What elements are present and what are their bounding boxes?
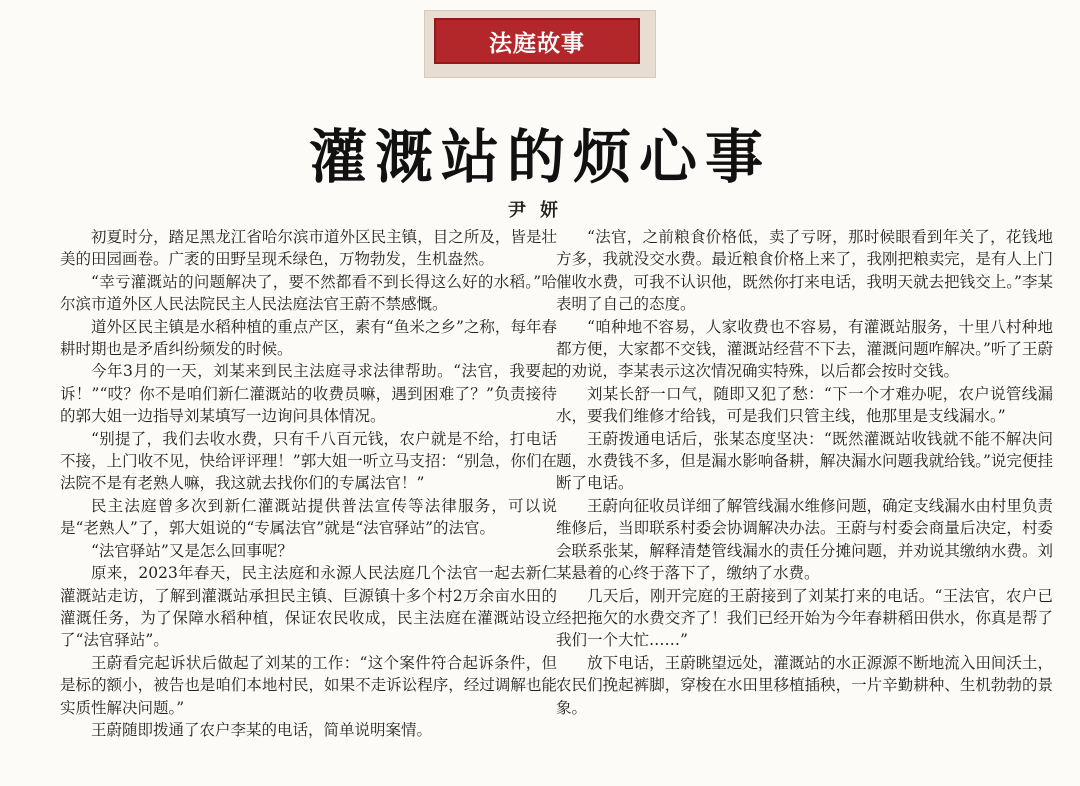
section-banner bbox=[434, 18, 640, 64]
paragraph: 刘某长舒一口气，随即又犯了愁：“下一个才难办呢，农户说管线漏水，要我们维修才给钱，可是我们只管主线，他那里是支线漏水。” bbox=[556, 384, 1053, 426]
paragraph: 道外区民主镇是水稻种植的重点产区，素有“鱼米之乡”之称，每年春耕时期也是矛盾纠纷频发的时候。 bbox=[60, 317, 557, 359]
paragraph: 几天后，刚开完庭的王蔚接到了刘某打来的电话。“王法官，农户已经把拖欠的水费交齐了！我们已经开始为今年春耕稻田供水，你真是帮了我们一个大忙……” bbox=[556, 586, 1053, 650]
article-title: 灌溉站的烦心事 bbox=[308, 123, 771, 191]
paragraph: “咱种地不容易，人家收费也不容易，有灌溉站服务，十里八村种地都方便，大家都不交钱，灌溉站经营不下去，灌溉问题咋解决。”听了王蔚的劝说，李某表示这次情况确实特殊，以后都会按时交钱。 bbox=[556, 317, 1053, 381]
article-author: 尹妍 bbox=[508, 200, 572, 221]
paragraph: “幸亏灌溉站的问题解决了，要不然都看不到长得这么好的水稻。”哈尔滨市道外区人民法院民主人民法庭法官王蔚不禁感慨。 bbox=[60, 272, 557, 314]
paragraph: 王蔚看完起诉状后做起了刘某的工作：“这个案件符合起诉条件，但是标的额小，被告也是咱们本地村民，如果不走诉讼程序，经过调解也能实质性解决问题。” bbox=[60, 653, 557, 717]
paragraph: 王蔚拨通电话后，张某态度坚决：“既然灌溉站收钱就不能不解决问题，水费钱不多，但是漏水影响备耕，解决漏水问题我就给钱。”说完便挂断了电话。 bbox=[556, 429, 1053, 493]
paragraph: “别提了，我们去收水费，只有千八百元钱，农户就是不给，打电话不接，上门收不见，快给评评理！”郭大姐一听立马支招：“别急，你们在法院不是有老熟人嘛，我这就去找你们的专属法官！” bbox=[60, 429, 557, 493]
section-label: 法庭故事 bbox=[489, 29, 585, 57]
paragraph: “法官，之前粮食价格低，卖了亏呀，那时候眼看到年关了，花钱地方多，我就没交水费。最近粮食价格上来了，我刚把粮卖完，是有人上门催收水费，可我不认识他，既然你打来电话，我明天就去把钱交上。”李某表明了自己的态度。 bbox=[556, 228, 1053, 314]
article-column-left bbox=[60, 226, 557, 782]
paragraph: 今年3月的一天，刘某来到民主法庭寻求法律帮助。“法官，我要起诉！”“哎？你不是咱们新仁灌溉站的收费员嘛，遇到困难了？”负责接待的郭大姐一边指导刘某填写一边询问具体情况。 bbox=[60, 362, 557, 426]
paragraph: 王蔚随即拨通了农户李某的电话，简单说明案情。 bbox=[91, 720, 433, 739]
paragraph: 放下电话，王蔚眺望远处，灌溉站的水正源源不断地流入田间沃土，农民们挽起裤脚，穿梭在水田里移植插秧，一片辛勤耕种、生机勃勃的景象。 bbox=[556, 653, 1053, 717]
paragraph: 民主法庭曾多次到新仁灌溉站提供普法宣传等法律服务，可以说是“老熟人”了，郭大姐说的“专属法官”就是“法官驿站”的法官。 bbox=[60, 496, 557, 538]
paragraph: 原来，2023年春天，民主法庭和永源人民法庭几个法官一起去新仁灌溉站走访，了解到灌溉站承担民主镇、巨源镇十多个村2万余亩水田的灌溉任务，为了保障水稻种植，保证农民收成，民主法庭在灌溉站设立了“法官驿站”。 bbox=[60, 564, 557, 650]
paragraph: “法官驿站”又是怎么回事呢？ bbox=[91, 541, 293, 560]
paragraph: 初夏时分，踏足黑龙江省哈尔滨市道外区民主镇，目之所及，皆是壮美的田园画卷。广袤的田野呈现禾绿色，万物勃发，生机盎然。 bbox=[60, 228, 557, 269]
article-column-right bbox=[556, 226, 1053, 782]
paragraph: 王蔚向征收员详细了解管线漏水维修问题，确定支线漏水由村里负责维修后，当即联系村委会协调解决办法。王蔚与村委会商量后决定，村委会联系张某，解释清楚管线漏水的责任分摊问题，并劝说其缴纳水费。刘某悬着的心终于落下了，缴纳了水费。 bbox=[556, 496, 1053, 583]
